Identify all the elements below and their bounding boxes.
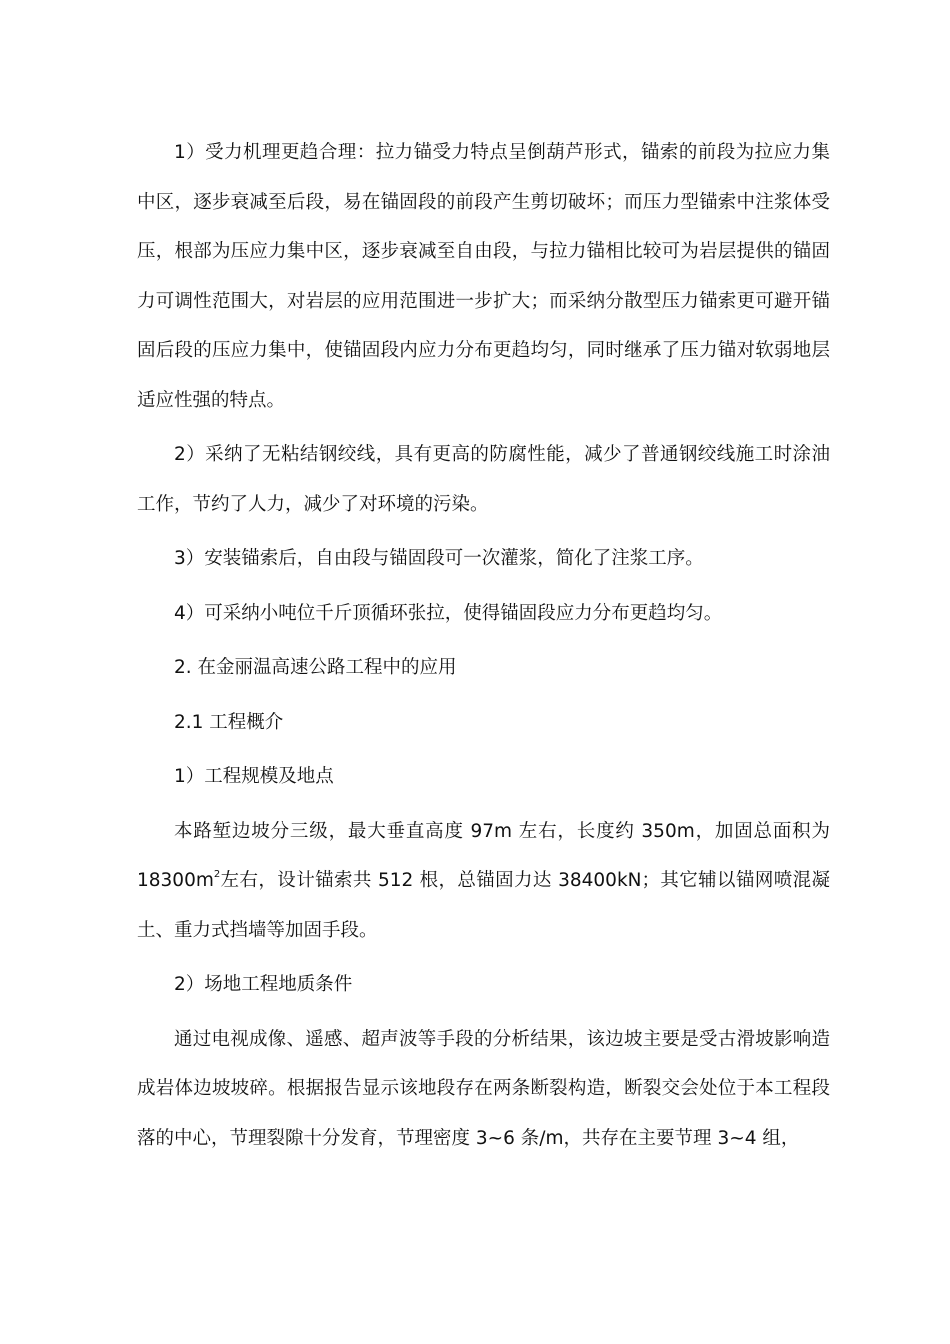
section-heading: 2. 在金丽温高速公路工程中的应用	[174, 657, 457, 678]
subsection-heading: 2.1 工程概介	[174, 711, 284, 733]
area-unit-superscript: 2	[213, 869, 221, 880]
item-heading-scale: 1）工程规模及地点	[174, 766, 334, 787]
paragraph-mechanism: 1）受力机理更趋合理：拉力锚受力特点呈倒葫芦形式，锚索的前段为拉应力集中区，逐步衰减至后段，易在锚固段的前段产生剪切破坏；而压力型锚索中注浆体受压，根部为压应力集中区，逐步衰减至自由段，与拉力锚相比较可为岩层提供的锚固力可调性范围大，对岩层的应用范围进一步扩大；而采纳分散型压力锚索更可避开锚固后段的压应力集中，使锚固段内应力分布更趋均匀，同时继承了压力锚对软弱地层适应性强的特点。	[137, 142, 830, 411]
paragraph-project-scale	[137, 807, 830, 956]
paragraph-unbonded-strand: 2）采纳了无粘结钢绞线，具有更高的防腐性能，减少了普通钢绞线施工时涂油工作，节约了人力，减少了对环境的污染。	[137, 444, 830, 515]
paragraph-grouting: 3）安装锚索后，自由段与锚固段可一次灌浆，简化了注浆工序。	[174, 548, 704, 569]
document-body	[137, 128, 830, 1168]
project-scale-text-2: 左右，设计锚索共 512 根，总锚固力达 38400kN；其它辅以锚网喷混凝土、重力式挡墙等加固手段。	[137, 870, 830, 941]
project-scale-text-1: 本路堑边坡分三级，最大垂直高度 97m 左右，长度约 350m，加固总面积为 18300m	[137, 820, 830, 891]
paragraph-geology: 通过电视成像、遥感、超声波等手段的分析结果，该边坡主要是受古滑坡影响造成岩体边坡坡碎。根据报告显示该地段存在两条断裂构造，断裂交会处位于本工程段落的中心，节理裂隙十分发育，节理密度 3~6 条/m，共存在主要节理 3~4 组，	[137, 1028, 830, 1149]
item-heading-geology: 2）场地工程地质条件	[174, 974, 353, 995]
paragraph-tensioning: 4）可采纳小吨位千斤顶循环张拉，使得锚固段应力分布更趋均匀。	[174, 602, 723, 624]
